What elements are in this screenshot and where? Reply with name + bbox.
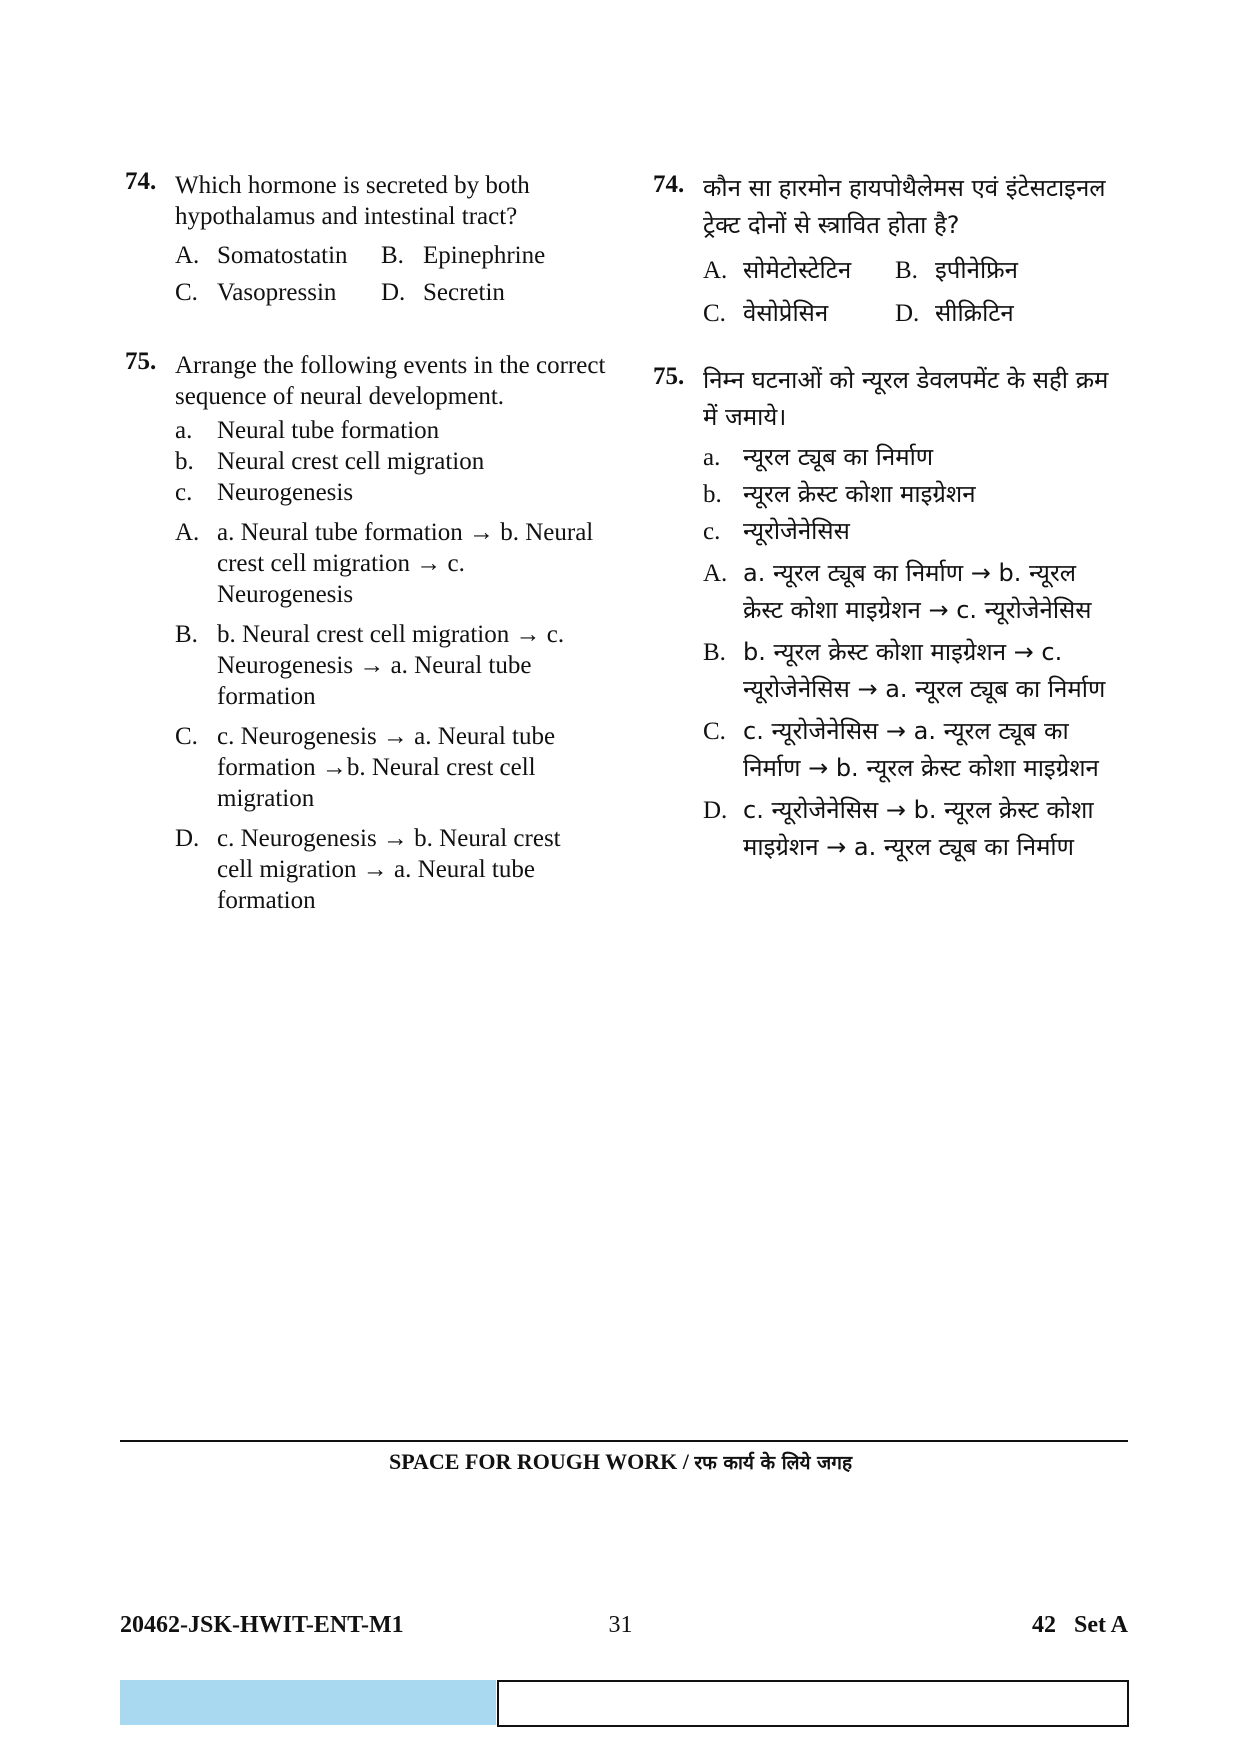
event-item-c: c. न्यूरोजेनेसिस <box>703 517 850 545</box>
question-75-hi <box>653 362 1123 866</box>
question-75-en <box>125 350 615 916</box>
set-label: 42 Set A <box>1032 1612 1128 1638</box>
footer-color-bar <box>120 1680 496 1725</box>
option-d: D. Secretin <box>381 279 505 306</box>
option-c: C. c. Neurogenesis → a. Neural tube formation →b. Neural crest cell migration <box>175 723 556 812</box>
option-c: C. Vasopressin <box>175 279 337 306</box>
question-74-en <box>125 170 615 308</box>
event-item-a: a. न्यूरल ट्यूब का निर्माण <box>703 443 934 471</box>
option-d: D. c. Neurogenesis → b. Neural crest cell migration → a. Neural tube formation <box>175 825 561 914</box>
english-column <box>125 170 615 916</box>
option-c: C. वेसोप्रेसिन <box>703 299 829 327</box>
options-grid <box>703 252 1123 332</box>
event-item-b: b. न्यूरल क्रेस्ट कोशा माइग्रेशन <box>703 480 976 508</box>
event-item-a: a. Neural tube formation <box>175 417 440 444</box>
question-number: 74. <box>125 168 157 195</box>
question-text: कौन सा हारमोन हायपोथैलेमस एवं इंटेसटाइनल ट्रेक्ट दोनों से स्त्रावित होता है? <box>703 174 1106 239</box>
question-text: Which hormone is secreted by both hypothalamus and intestinal tract? <box>175 172 530 230</box>
event-item-c: c. Neurogenesis <box>175 479 354 506</box>
option-a: A. a. Neural tube formation → b. Neural crest cell migration → c. Neurogenesis <box>175 519 594 608</box>
option-d: D. सीक्रिटिन <box>895 299 1014 327</box>
event-item-b: b. Neural crest cell migration <box>175 448 485 475</box>
question-text: Arrange the following events in the correct sequence of neural development. <box>175 352 606 410</box>
rough-work-heading: SPACE FOR ROUGH WORK / रफ कार्य के लिये जगह <box>388 1449 853 1474</box>
option-b: B. b. न्यूरल क्रेस्ट कोशा माइग्रेशन → c. न्यूरोजेनेसिस → a. न्यूरल ट्यूब का निर्माण <box>703 638 1106 703</box>
option-a: A. Somatostatin <box>175 242 348 269</box>
question-text: निम्न घटनाओं को न्यूरल डेवलपमेंट के सही क्रम में जमाये। <box>703 366 1109 431</box>
event-list <box>703 439 1123 550</box>
option-a: A. सोमेटोस्टेटिन <box>703 256 852 284</box>
page-number: 31 <box>608 1612 633 1638</box>
booklet-code: 20462-JSK-HWIT-ENT-M1 <box>120 1612 404 1638</box>
option-a: A. a. न्यूरल ट्यूब का निर्माण → b. न्यूरल क्रेस्ट कोशा माइग्रेशन → c. न्यूरोजेनेसिस <box>703 559 1092 624</box>
question-74-hi <box>653 170 1123 332</box>
question-number: 74. <box>653 171 685 198</box>
options-grid <box>175 240 615 308</box>
option-c: C. c. न्यूरोजेनेसिस → a. न्यूरल ट्यूब का निर्माण → b. न्यूरल क्रेस्ट कोशा माइग्रेशन <box>703 717 1099 782</box>
option-b: B. b. Neural crest cell migration → c. Neurogenesis → a. Neural tube formation <box>175 621 565 710</box>
event-list <box>175 415 615 508</box>
footer-empty-box <box>497 1680 1129 1727</box>
rough-work-divider <box>120 1440 1128 1442</box>
hindi-column <box>653 170 1123 866</box>
question-number: 75. <box>125 348 157 375</box>
option-d: D. c. न्यूरोजेनेसिस → b. न्यूरल क्रेस्ट कोशा माइग्रेशन → a. न्यूरल ट्यूब का निर्माण <box>703 796 1094 861</box>
option-b: B. Epinephrine <box>381 242 546 269</box>
option-b: B. इपीनेफ्रिन <box>895 256 1018 284</box>
question-number: 75. <box>653 363 685 390</box>
